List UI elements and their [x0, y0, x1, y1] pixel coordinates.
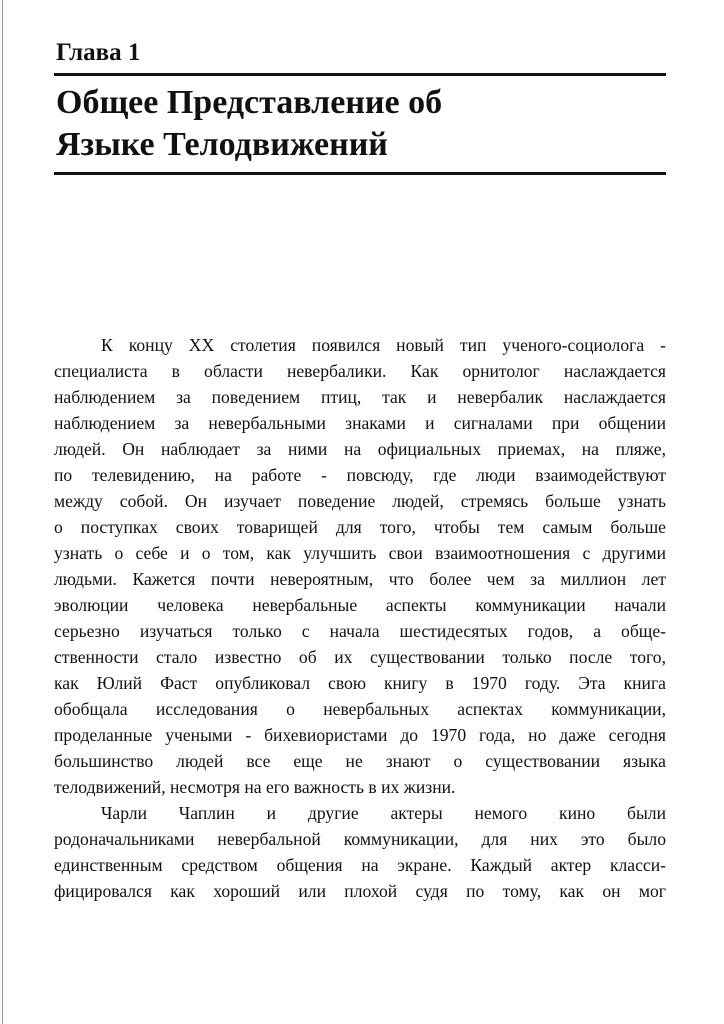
text-line: людьми. Кажется почти невероятным, что более чем за миллион лет [54, 569, 666, 589]
text-line: К концу XX столетия появился новый тип ученого-социолога - [101, 335, 666, 355]
text-line: людей. Он наблюдает за ними на официальных приемах, на пляже, [54, 439, 666, 459]
text-line: фицировался как хороший или плохой судя по тому, как он мог [54, 881, 666, 901]
book-page [54, 38, 666, 904]
text-line: единственным средством общения на экране. Каждый актер класси- [54, 855, 666, 875]
body-text [54, 332, 666, 904]
chapter-title-line-1: Общее Представление об [56, 84, 443, 121]
text-line: проделанные учеными - бихевиористами до 1970 года, но даже сегодня [54, 725, 666, 745]
text-line: телодвижений, несмотря на его важность в их жизни. [54, 777, 456, 797]
text-line: большинство людей все еще не знают о существовании языка [54, 751, 666, 771]
chapter-label: Глава 1 [56, 39, 141, 66]
text-line: по телевидению, на работе - повсюду, где люди взаимодействуют [54, 465, 666, 485]
page-edge-line [2, 0, 3, 1024]
chapter-bottom-rule [54, 172, 666, 175]
chapter-top-rule [54, 73, 666, 76]
text-line: серьезно изучаться только с начала шестидесятых годов, а обще- [54, 621, 666, 641]
text-line: как Юлий Фаст опубликовал свою книгу в 1970 году. Эта книга [54, 673, 666, 693]
text-line: обобщала исследования о невербальных аспектах коммуникации, [54, 699, 666, 719]
chapter-title-line-2: Языке Телодвижений [56, 126, 388, 163]
text-line: узнать о себе и о том, как улучшить свои взаимоотношения с другими [54, 543, 666, 563]
text-line: специалиста в области невербалики. Как орнитолог наслаждается [54, 361, 666, 381]
text-line: между собой. Он изучает поведение людей, стремясь больше узнать [54, 491, 666, 511]
text-line: наблюдением за поведением птиц, так и невербалик наслаждается [54, 387, 666, 407]
chapter-title [54, 82, 666, 166]
paragraph-1 [54, 332, 666, 800]
text-line: ственности стало известно об их существовании только после того, [54, 647, 666, 667]
text-line: эволюции человека невербальные аспекты коммуникации начали [54, 595, 666, 615]
text-line: Чарли Чаплин и другие актеры немого кино были [101, 803, 666, 823]
text-line: наблюдением за невербальными знаками и сигналами при общении [54, 413, 666, 433]
paragraph-2 [54, 800, 666, 904]
text-line: родоначальниками невербальной коммуникации, для них это было [54, 829, 666, 849]
text-line: о поступках своих товарищей для того, чтобы тем самым больше [54, 517, 666, 537]
